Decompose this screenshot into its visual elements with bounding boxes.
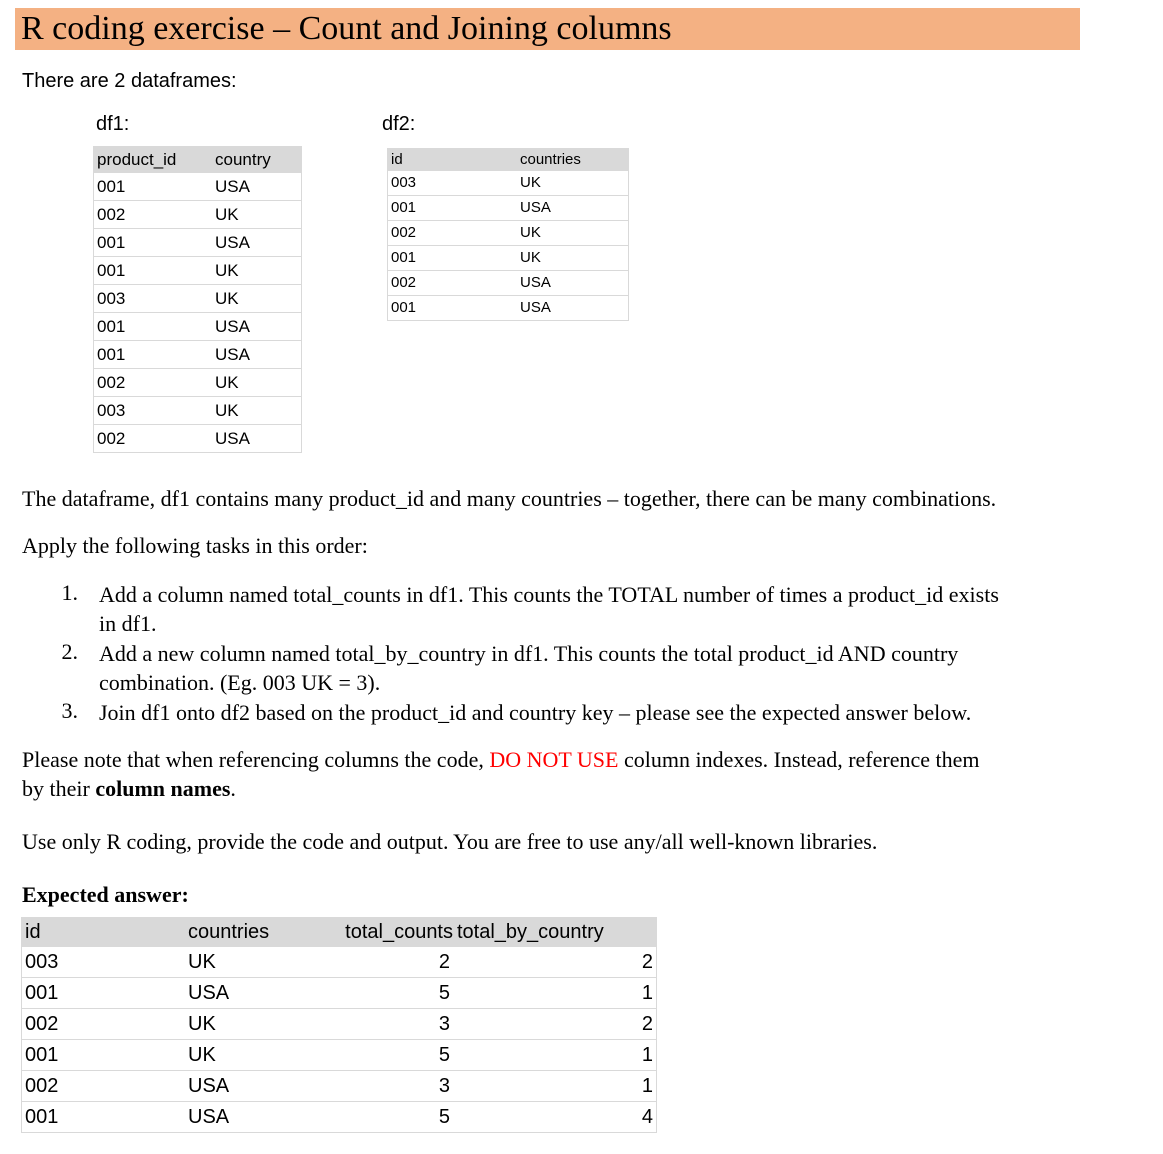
table-cell: 002	[22, 1071, 186, 1102]
df1-table	[93, 146, 302, 453]
note-part-3: by their	[22, 776, 96, 801]
table-row	[94, 201, 302, 229]
table-cell: 001	[388, 196, 518, 221]
table-cell: UK	[517, 171, 629, 196]
table-cell: UK	[212, 369, 302, 397]
answer-header-id: id	[22, 917, 186, 947]
usage-text: Use only R coding, provide the code and output. You are free to use any/all well-known libraries.	[22, 829, 878, 854]
df2-header-id: id	[388, 148, 518, 171]
table-cell: 4	[453, 1102, 657, 1133]
table-cell: UK	[212, 201, 302, 229]
task-1-number: 1.	[61, 580, 78, 605]
df2-header-row	[388, 148, 629, 171]
table-cell: 001	[388, 296, 518, 321]
table-cell: 002	[94, 369, 213, 397]
table-cell: UK	[212, 257, 302, 285]
table-cell: 2	[453, 1009, 657, 1040]
table-row	[388, 171, 629, 196]
table-cell: UK	[185, 947, 322, 978]
note-part-2: column indexes. Instead, reference them	[618, 747, 980, 772]
table-cell: 3	[322, 1071, 453, 1102]
task-3-text	[99, 698, 1089, 727]
table-cell: USA	[185, 1102, 322, 1133]
table-row	[94, 229, 302, 257]
answer-header-countries: countries	[185, 917, 322, 947]
table-cell: USA	[212, 425, 302, 453]
expected-answer-table	[21, 917, 657, 1133]
column-names-emphasis: column names	[95, 776, 231, 801]
note-part-1: Please note that when referencing columns the code,	[22, 747, 490, 772]
table-cell: 1	[453, 1071, 657, 1102]
table-cell: 001	[94, 313, 213, 341]
table-cell: UK	[517, 246, 629, 271]
table-row	[22, 1040, 657, 1071]
table-cell: 3	[322, 1009, 453, 1040]
table-cell: 003	[22, 947, 186, 978]
table-cell: 001	[94, 229, 213, 257]
table-row	[22, 947, 657, 978]
table-row	[94, 397, 302, 425]
expected-answer-label: Expected answer:	[22, 882, 189, 907]
table-cell: USA	[185, 978, 322, 1009]
df2-body	[388, 171, 629, 321]
table-cell: 5	[322, 978, 453, 1009]
table-cell: 2	[453, 947, 657, 978]
table-row	[94, 257, 302, 285]
page-title: R coding exercise – Count and Joining columns	[21, 10, 672, 47]
table-row	[94, 285, 302, 313]
table-row	[94, 313, 302, 341]
table-cell: USA	[185, 1071, 322, 1102]
answer-body	[22, 947, 657, 1133]
table-row	[388, 221, 629, 246]
table-cell: 001	[22, 978, 186, 1009]
table-cell: UK	[185, 1040, 322, 1071]
table-cell: UK	[212, 397, 302, 425]
table-cell: USA	[212, 173, 302, 201]
table-cell: USA	[212, 313, 302, 341]
table-row	[22, 978, 657, 1009]
table-row	[388, 196, 629, 221]
table-cell: 001	[22, 1102, 186, 1133]
table-cell: 001	[94, 173, 213, 201]
table-row	[22, 1071, 657, 1102]
table-cell: USA	[212, 341, 302, 369]
task-1-line-2: in df1.	[99, 611, 157, 636]
task-2-line-1: Add a new column named total_by_country in df1. This counts the total product_id AND country	[99, 641, 959, 666]
task-3-number: 3.	[61, 698, 78, 723]
table-row	[94, 341, 302, 369]
df1-header-product-id: product_id	[94, 146, 213, 173]
df2-table	[387, 148, 629, 321]
table-cell: 002	[388, 221, 518, 246]
task-3-line-1: Join df1 onto df2 based on the product_id and country key – please see the expected answer below.	[99, 700, 972, 725]
table-row	[388, 271, 629, 296]
answer-header-row	[22, 917, 657, 947]
table-cell: 002	[94, 425, 213, 453]
table-cell: 003	[94, 285, 213, 313]
note-line-1	[22, 745, 980, 774]
table-cell: UK	[517, 221, 629, 246]
table-row	[94, 425, 302, 453]
table-cell: USA	[212, 229, 302, 257]
answer-header-total-by-country: total_by_country	[453, 917, 657, 947]
table-row	[94, 369, 302, 397]
task-2-line-2: combination. (Eg. 003 UK = 3).	[99, 670, 381, 695]
note-paragraph	[22, 745, 980, 803]
df1-header-row	[94, 146, 302, 173]
table-cell: UK	[212, 285, 302, 313]
note-part-4: .	[230, 776, 236, 801]
table-cell: 1	[453, 1040, 657, 1071]
table-cell: 001	[94, 257, 213, 285]
table-row	[22, 1009, 657, 1040]
table-cell: 002	[388, 271, 518, 296]
apply-text: Apply the following tasks in this order:	[22, 533, 368, 558]
table-row	[94, 173, 302, 201]
title-bar	[15, 8, 1080, 50]
table-cell: 003	[388, 171, 518, 196]
table-row	[22, 1102, 657, 1133]
table-cell: 1	[453, 978, 657, 1009]
table-cell: 002	[22, 1009, 186, 1040]
table-cell: UK	[185, 1009, 322, 1040]
df1-body	[94, 173, 302, 453]
table-cell: 001	[22, 1040, 186, 1071]
df1-label: df1:	[96, 113, 130, 135]
table-cell: 2	[322, 947, 453, 978]
table-cell: 5	[322, 1040, 453, 1071]
note-line-2	[22, 774, 980, 803]
table-cell: USA	[517, 271, 629, 296]
task-2-text	[99, 639, 1089, 697]
table-cell: USA	[517, 296, 629, 321]
task-1-text	[99, 580, 1089, 638]
table-cell: 002	[94, 201, 213, 229]
df1-header-country: country	[212, 146, 302, 173]
task-2-number: 2.	[61, 639, 78, 664]
task-1-line-1: Add a column named total_counts in df1. This counts the TOTAL number of times a product_id exists	[99, 582, 999, 607]
df2-header-countries: countries	[517, 148, 629, 171]
description-text: The dataframe, df1 contains many product_id and many countries – together, there can be many combinations.	[22, 486, 997, 511]
do-not-use-warning: DO NOT USE	[489, 747, 619, 772]
table-cell: 001	[94, 341, 213, 369]
table-row	[388, 296, 629, 321]
answer-header-total-counts: total_counts	[322, 917, 453, 947]
table-cell: 5	[322, 1102, 453, 1133]
intro-text: There are 2 dataframes:	[22, 70, 237, 92]
table-cell: 001	[388, 246, 518, 271]
table-cell: 003	[94, 397, 213, 425]
table-cell: USA	[517, 196, 629, 221]
df2-label: df2:	[382, 113, 416, 135]
table-row	[388, 246, 629, 271]
